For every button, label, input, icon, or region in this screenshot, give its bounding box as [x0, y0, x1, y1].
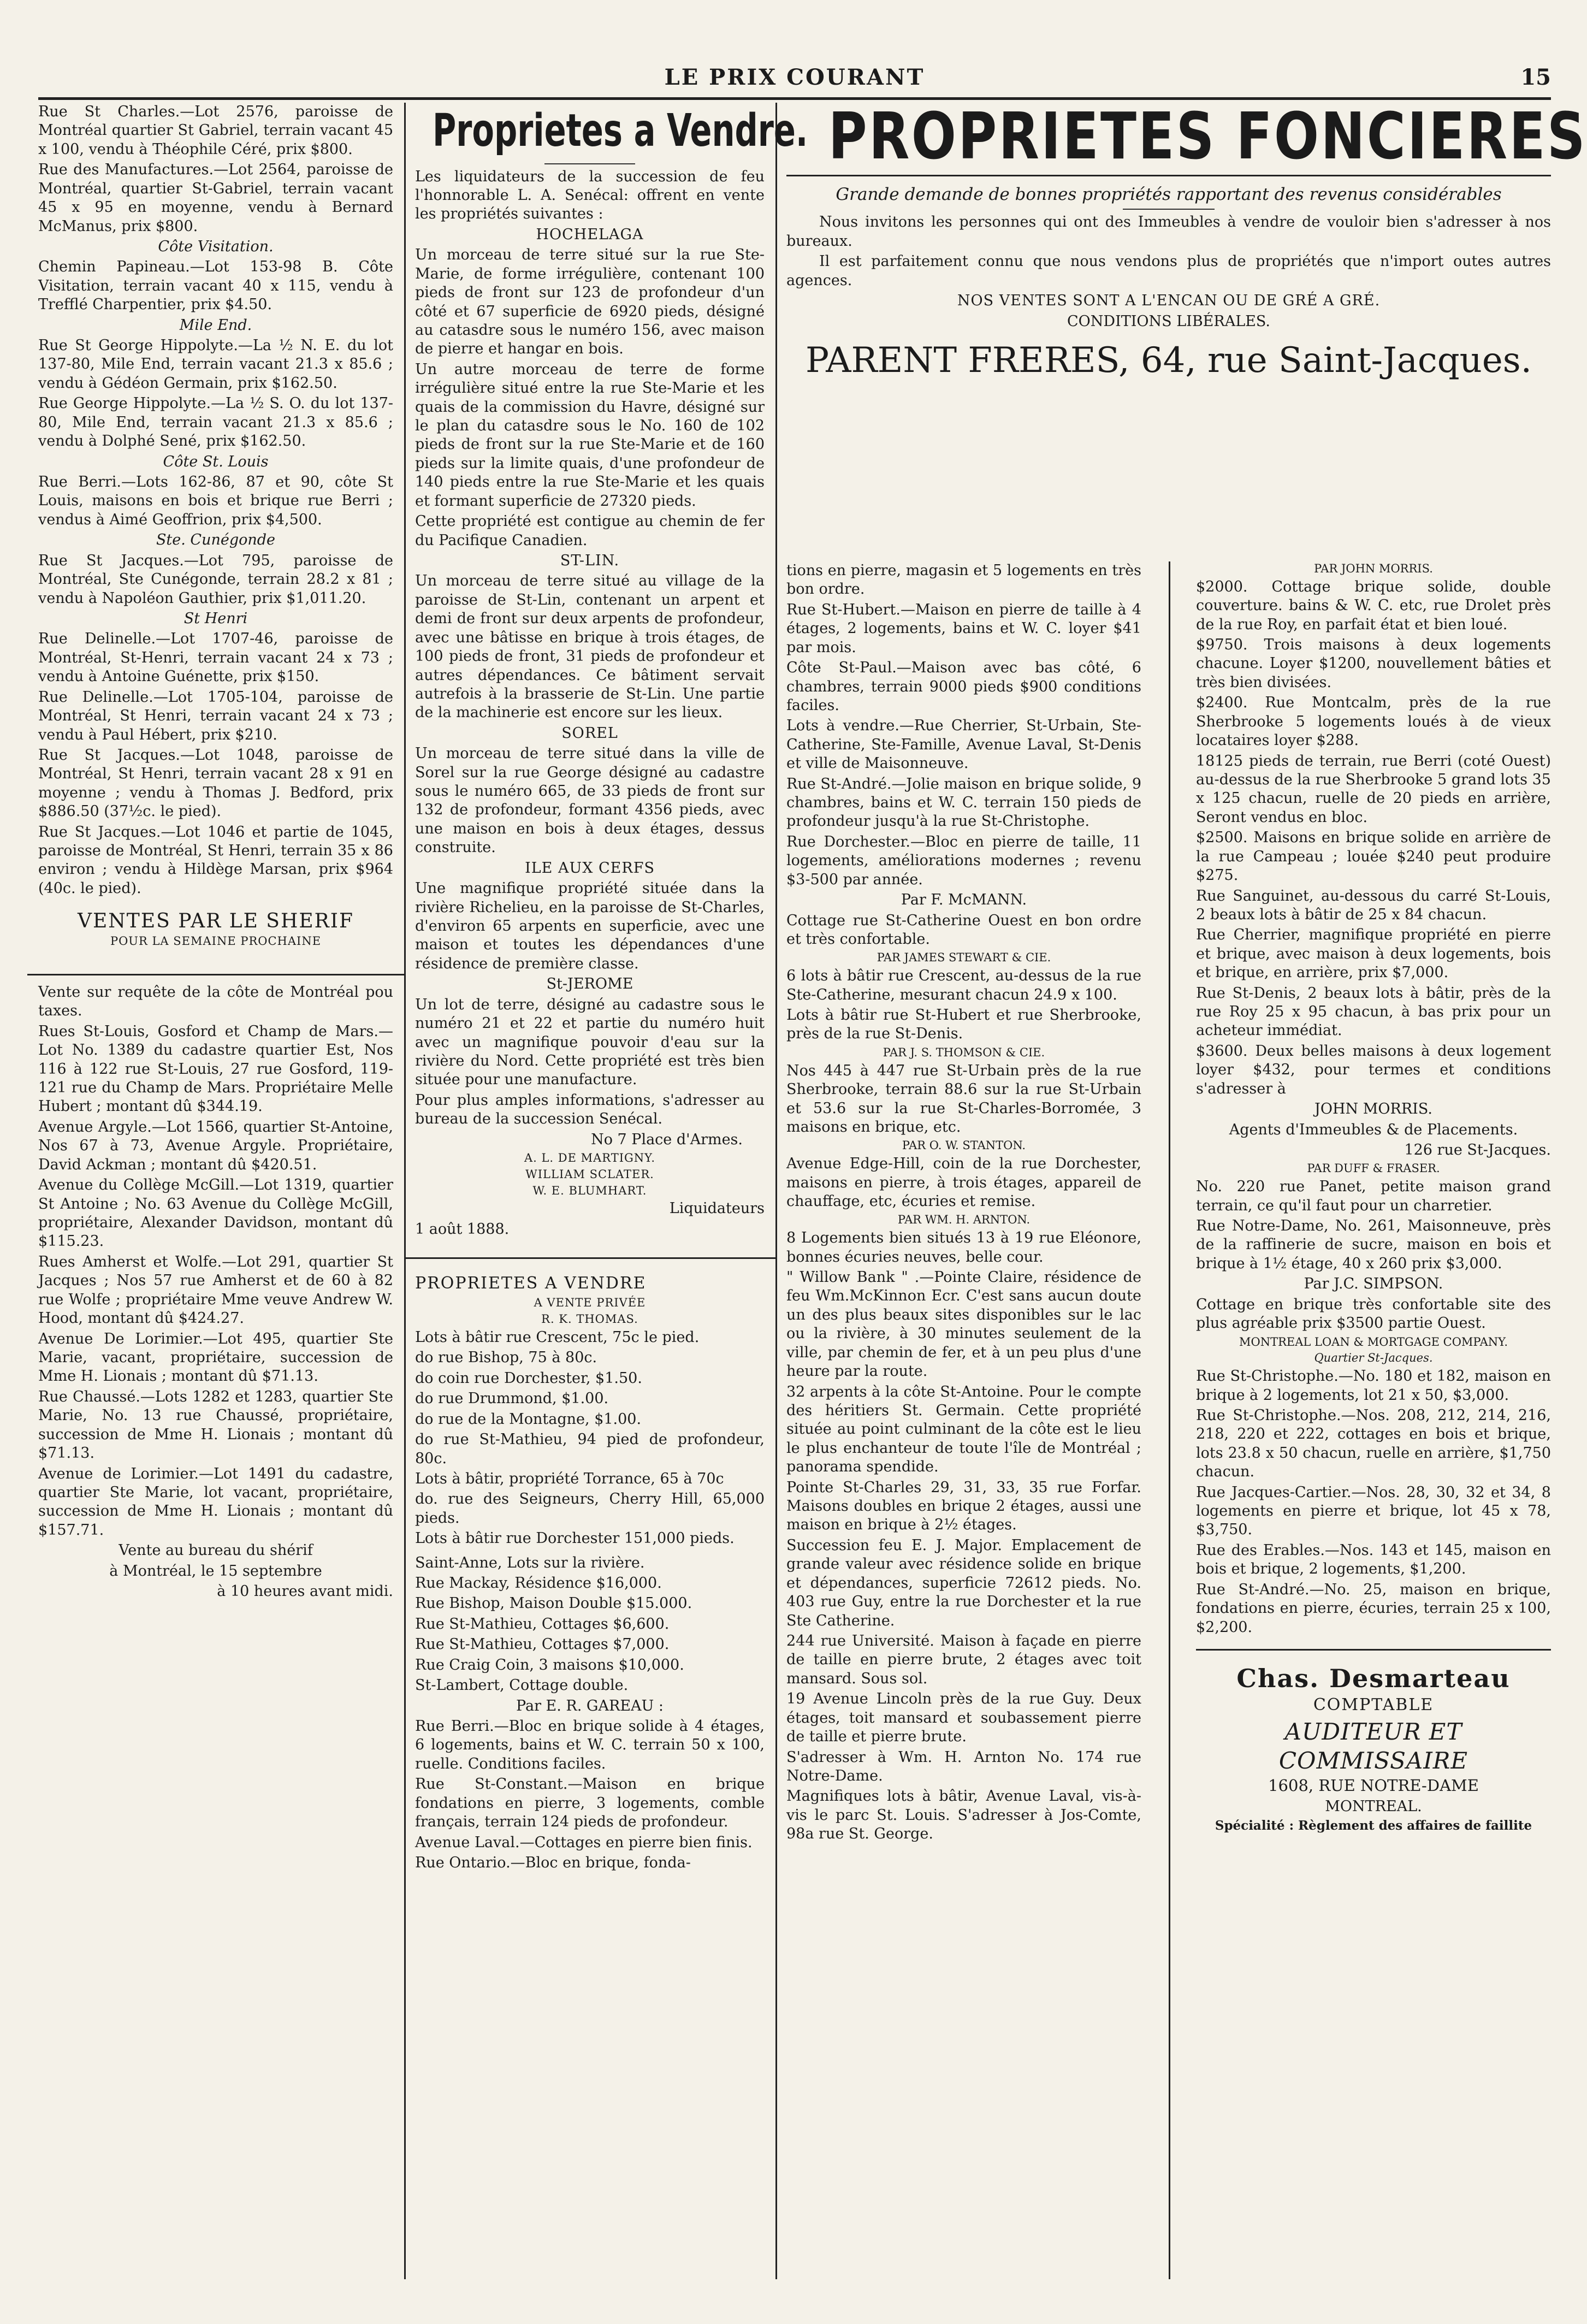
private-sale-subheading: A VENTE PRIVÉE: [534, 1296, 646, 1310]
property-entry: 32 arpents à la côte St-Antoine. Pour le compte des héritiers St. Germain. Cette propriété située au point culminant de la côte est le lieu le plus enchanteur de toute l'île de Montréal ; panorama spendide.: [786, 1383, 1141, 1476]
section-heading-ste-cunegonde: Ste. Cunégonde: [156, 531, 276, 549]
property-entry: Pour plus amples informations, s'adresser au bureau de la succession Senécal.: [415, 1091, 765, 1128]
right-column: [786, 98, 1587, 2279]
property-entry: Un lot de terre, désigné au cadastre sous le numéro 21 et 22 et partie du numéro huit avec un magnifique pouvoir d'eau sur la rivière du Nord. Cette propriété est très bien située pour une manufacture.: [415, 996, 765, 1089]
section-heading-st-henri: St Henri: [183, 610, 248, 627]
property-entry: Rue St-Christophe.—No. 180 et 182, maison en brique à 2 logements, lot 21 x 50, $3,000.: [1196, 1368, 1551, 1404]
property-entry: Rue des Erables.—Nos. 143 et 145, maison en bois et brique, 2 logements, $1,200.: [1196, 1541, 1551, 1578]
notice-date: 1 août 1888.: [415, 1220, 510, 1238]
list-item: Rue Mackay, Résidence $16,000.: [415, 1575, 662, 1592]
section-heading-st-lin: ST-LIN.: [560, 552, 620, 569]
property-entry: Un autre morceau de terre de forme irrégulière situé entre la rue Ste-Marie et les quais de la commission du Havre, désigné sur le plan du catasdre sous le No. 160 de 102 pieds de front sur la rue Ste-Marie et de 160 pieds sur la limite quais, d'une profondeur de 140 pieds entre la rue Ste-Marie et les quais et formant superficie de 27320 pieds.: [415, 360, 765, 510]
property-entry: Un morceau de terre situé au village de la paroisse de St-Lin, contenant un arpent et demi de front sur deux arpents de profondeur, avec une bâtisse en brique à trois étages, de 100 pieds de front, 31 pieds de profondeur et autres dépendances. Ce bâtiment servait autrefois à la brasserie de St-Lin. Une partie de la machinerie est encore sur les lieux.: [415, 572, 765, 722]
page-number: 15: [1520, 64, 1551, 90]
sheriff-entry: Rues St-Louis, Gosford et Champ de Mars.—Lot No. 1389 du cadastre quartier Est, Nos 116 à 122 rue St-Louis, 27 rue Gosford, 119-121 rue du Champ de Mars. Propriétaire Melle Hubert ; montant dû $344.19.: [38, 1022, 393, 1115]
sheriff-closing: Vente au bureau du shérif: [119, 1542, 313, 1559]
liquidators-intro: Les liquidateurs de la succession de feu l'honnorable L. A. Senécal: offrent en vente les propriétés suivantes :: [415, 168, 765, 223]
right-subcolumn-b: [1196, 561, 1551, 1836]
property-entry: Cette propriété est contigue au chemin de fer du Pacifique Canadien.: [415, 513, 765, 549]
property-entry: Rue St-Christophe.—Nos. 208, 212, 214, 216, 218, 220 et 222, cottages en bois et brique, lots 23.8 x 50 chacun, ruelle en arrière, $1,750 chacun.: [1196, 1406, 1551, 1481]
list-item: do. rue des Seigneurs, Cherry Hill, 65,000 pieds.: [415, 1491, 765, 1527]
sale-entry: Rue des Manufactures.—Lot 2564, paroisse de Montréal, quartier St-Gabriel, terrain vacant 45 x 95 en moyenne, vendu à Bernard McManus, prix $800.: [38, 161, 393, 235]
publication-title: LE PRIX COURANT: [664, 64, 925, 90]
signatory-role: Liquidateurs: [669, 1200, 765, 1217]
sale-entry: Rue Delinelle.—Lot 1707-46, paroisse de Montréal, St-Henri, terrain vacant 24 x 73 ; vendu à Antoine Guénette, prix $150.: [38, 630, 393, 685]
sale-entry: Rue St Jacques.—Lot 795, paroisse de Montréal, Ste Cunégonde, terrain 28.2 x 81 ; vendu à Napoléon Gauthier, prix $1,011.20.: [38, 552, 393, 607]
proprietes-foncieres-heading: PROPRIETES FONCIERES: [828, 98, 1587, 174]
list-item: do coin rue Dorchester, $1.50.: [415, 1369, 642, 1387]
property-entry: $9750. Trois maisons à deux logements chacune. Loyer $1200, nouvellement bâties et très bien divisées.: [1196, 636, 1551, 691]
property-entry: Lots à vendre.—Rue Cherrier, St-Urbain, Ste-Catherine, Ste-Famille, Avenue Laval, St-Denis et ville de Maisonneuve.: [786, 717, 1141, 772]
sheriff-closing-time: à 10 heures avant midi.: [217, 1583, 393, 1600]
list-item: Rue St-Mathieu, Cottages $6,600.: [415, 1615, 670, 1633]
section-heading-mile-end: Mile End.: [179, 316, 252, 334]
middle-column: [415, 103, 808, 2279]
sale-entry: Chemin Papineau.—Lot 153-98 B. Côte Visitation, terrain vacant 40 x 115, vendu à Trefflé Charpentier, prix $4.50.: [38, 258, 393, 314]
agent-label: Par F. McMANN.: [901, 891, 1027, 909]
sale-entry: Rue St Jacques.—Lot 1046 et partie de 1045, paroisse de Montréal, St Henri, terrain 35 x 86 environ ; vendu à Hildège Marsan, prix $964 (40c. le pied).: [38, 823, 393, 897]
property-entry: Rue Sanguinet, au-dessous du carré St-Louis, 2 beaux lots à bâtir de 25 x 84 chacun.: [1196, 887, 1551, 923]
property-entry: Côte St-Paul.—Maison avec bas côté, 6 chambres, terrain 9000 pieds $900 conditions faciles.: [786, 659, 1141, 714]
property-entry: Un morceau de terre situé sur la rue Ste-Marie, de forme irrégulière, contenant 100 pieds de front sur 123 de profondeur d'un côté et 67 superficie de 6920 pieds, désigné au catasdre sous le numéro 156, avec maison de pierre et hangar en bois.: [415, 246, 765, 358]
sheriff-entry: Avenue De Lorimier.—Lot 495, quartier Ste Marie, vacant, propriétaire, succession de Mme H. Lionais ; montant dû $71.13.: [38, 1330, 393, 1385]
property-entry: Rue St-Constant.—Maison en brique fondations en pierre, 3 logements, comble français, terrain 124 pieds de profondeur.: [415, 1776, 765, 1831]
property-entry: Rue St-Denis, 2 beaux lots à bâtir, près de la rue Roy 25 x 95 chacun, à bas prix pour un acheteur immédiat.: [1196, 984, 1551, 1039]
advertiser-role: AUDITEUR ET COMMISSAIRE: [1278, 1718, 1468, 1775]
agent-label: PAR O. W. STANTON.: [902, 1139, 1026, 1152]
agent-label: PAR WM. H. ARNTON.: [897, 1213, 1031, 1227]
property-entry: $2000. Cottage brique solide, double couverture. bains & W. C. etc, rue Drolet près de la rue Roy, en parfait état et bien loué.: [1196, 578, 1551, 633]
list-item: Lots à bâtir, propriété Torrance, 65 à 70c: [415, 1470, 724, 1487]
intro-paragraph: Nous invitons les personnes qui ont des Immeubles à vendre de vouloir bien s'adresser à nos bureaux.: [786, 214, 1551, 250]
proprietes-a-vendre-heading-2: PROPRIETES A VENDRE: [415, 1274, 647, 1293]
property-entry: Rue St-André.—No. 25, maison en brique, fondations en pierre, écuries, terrain 25 x 100, $2,200.: [1196, 1581, 1551, 1636]
section-heading-cote-visitation: Côte Visitation.: [158, 238, 274, 255]
advertiser-specialty: Spécialité : Règlement des affaires de faillite: [1215, 1818, 1532, 1834]
sheriff-entry: Rue Chaussé.—Lots 1282 et 1283, quartier Ste Marie, No. 13 rue Chaussé, propriétaire, succession de Mme H. Lionais ; montant dû $71.13.: [38, 1388, 393, 1462]
section-heading-st-jerome: St-JEROME: [546, 975, 633, 993]
section-heading-cote-st-louis: Côte St. Louis: [163, 453, 269, 470]
column-rule-1: [404, 103, 406, 2279]
section-heading-ile-aux-cerfs: ILE AUX CERFS: [525, 859, 655, 877]
property-entry: " Willow Bank " .—Pointe Claire, résidence de feu Wm.McKinnon Ecr. C'est sans aucun doute un des plus beaux sites disponibles sur le lac ou la rivière, à 30 minutes seulement de la ville, par chemin de fer, et à un peu plus d'une heure par la route.: [786, 1268, 1141, 1380]
advertiser-title: COMPTABLE: [1313, 1695, 1434, 1714]
list-item: Saint-Anne, Lots sur la rivière.: [415, 1554, 645, 1571]
list-item: do rue Drummond, $1.00.: [415, 1390, 609, 1408]
sheriff-closing-date: à Montréal, le 15 septembre: [109, 1562, 322, 1580]
property-entry: Rue St-André.—Jolie maison en brique solide, 9 chambres, bains et W. C. terrain 150 pieds de profondeur jusqu'à la rue St-Christophe.: [786, 775, 1141, 830]
property-entry: Rue Jacques-Cartier.—Nos. 28, 30, 32 et 34, 8 logements en pierre et brique, lot 45 x 78, $3,750.: [1196, 1483, 1551, 1539]
sheriff-rule: [27, 974, 404, 975]
property-entry: Rue St-Hubert.—Maison en pierre de taille à 4 étages, 2 logements, bains et W. C. loyer $41 par mois.: [786, 601, 1141, 656]
property-entry: $2400. Rue Montcalm, près de la rue Sherbrooke 5 logements loués à de vieux locataires loyer $288.: [1196, 694, 1551, 749]
sheriff-entry: Avenue de Lorimier.—Lot 1491 du cadastre, quartier Ste Marie, lot vacant, propriétaire, succession de Mme H. Lionais ; montant dû $157.71.: [38, 1465, 393, 1539]
agent-label: R. K. THOMAS.: [541, 1312, 638, 1326]
property-entry: S'adresser à Wm. H. Arnton No. 174 rue Notre-Dame.: [786, 1748, 1141, 1784]
property-entry: Cottage en brique très confortable site des plus agréable prix $3500 partie Ouest.: [1196, 1296, 1551, 1332]
property-entry: Rue Cherrier, magnifique propriété en pierre et brique, avec maison à deux logements, bois et brique, en arrière, prix $7,000.: [1196, 926, 1551, 981]
advertiser-name: Chas. Desmarteau: [1236, 1664, 1511, 1693]
signatory: WILLIAM SCLATER.: [525, 1167, 654, 1181]
list-item: Rue Bishop, Maison Double $15.000.: [415, 1595, 692, 1612]
property-entry: Cottage rue St-Catherine Ouest en bon ordre et très confortable.: [786, 912, 1141, 948]
sheriff-intro: Vente sur requête de la côte de Montréal pou taxes.: [38, 983, 393, 1020]
sales-method-line: NOS VENTES SONT A L'ENCAN OU DE GRÉ A GRÉ.: [957, 292, 1381, 310]
sale-entry: Rue George Hippolyte.—La ½ S. O. du lot 137-80, Mile End, terrain vacant 21.3 x 85.6 ; vendu à Dolphé Sené, prix $162.50.: [38, 395, 393, 450]
advertiser-city: MONTREAL.: [1325, 1797, 1422, 1815]
column-rule-2: [775, 103, 777, 2279]
advert-rule: [1196, 1649, 1551, 1651]
sheriff-entry: Avenue Argyle.—Lot 1566, quartier St-Antoine, Nos 67 à 73, Avenue Argyle. Propriétaire, David Ackman ; montant dû $420.51.: [38, 1118, 393, 1173]
property-entry: Rue Berri.—Bloc en brique solide à 4 étages, 6 logements, bains et W. C. terrain 50 x 100, ruelle. Conditions faciles.: [415, 1718, 765, 1772]
property-entry: 244 rue Université. Maison à façade en pierre de taille en pierre brute, 2 étages avec toit mansard. Sous sol.: [786, 1633, 1141, 1687]
list-item: do rue Bishop, 75 à 80c.: [415, 1349, 597, 1367]
property-entry: Une magnifique propriété située dans la rivière Richelieu, en la paroisse de St-Charles, d'environ 65 arpents en superficie, avec une maison et toutes les dépendances d'une résidence de première classe.: [415, 880, 765, 972]
proprietes-a-vendre-heading: Proprietes a Vendre.: [433, 105, 808, 157]
signatory: W. E. BLUMHART.: [532, 1184, 647, 1197]
sale-entry: Rue St Charles.—Lot 2576, paroisse de Montréal quartier St Gabriel, terrain vacant 45 x 100, vendu à Théophile Céré, prix $800.: [38, 103, 393, 158]
sheriff-title: VENTES PAR LE SHERIF: [78, 910, 354, 933]
agent-signature: JOHN MORRIS.: [1314, 1101, 1432, 1118]
property-entry: Rue Dorchester.—Bloc en pierre de taille, 11 logements, améliorations modernes ; revenu $3-500 par année.: [786, 833, 1141, 888]
property-entry: 6 lots à bâtir rue Crescent, au-dessus de la rue Ste-Catherine, mesurant chacun 24.9 x 100.: [786, 967, 1141, 1003]
property-entry: Magnifiques lots à bâtir, Avenue Laval, vis-à-vis le parc St. Louis. S'adresser à Jos-Comte, 98a rue St. George.: [786, 1788, 1141, 1843]
property-entry: 18125 pieds de terrain, rue Berri (coté Ouest) au-dessus de la rue Sherbrooke 5 grand lots 35 x 125 chacun, ruelle de 20 pieds en arrière, Seront vendus en bloc.: [1196, 752, 1551, 826]
list-item: Rue Craig Coin, 3 maisons $10,000.: [415, 1656, 684, 1673]
heading-rule: [786, 175, 1551, 176]
section-rule: [404, 1257, 775, 1259]
agent-signature-title: Agents d'Immeubles & de Placements.: [1229, 1121, 1518, 1138]
sheriff-entry: Avenue du Collège McGill.—Lot 1319, quartier St Antoine ; No. 63 Avenue du Collège McGill, propriétaire, Alexander Davidson, montant dû $115.23.: [38, 1176, 393, 1250]
tagline: Grande demande de bonnes propriétés rapportant des revenus considérables: [836, 184, 1502, 204]
list-item: do rue St-Mathieu, 94 pied de profondeur, 80c.: [415, 1431, 765, 1467]
section-heading-hochelaga: HOCHELAGA: [536, 226, 644, 243]
parent-freres-line: PARENT FRERES, 64, rue Saint-Jacques.: [806, 340, 1532, 381]
agent-label: MONTREAL LOAN & MORTGAGE COMPANY.: [1239, 1335, 1508, 1349]
agent-label: PAR J. S. THOMSON & CIE.: [883, 1045, 1045, 1059]
agent-signature-address: 126 rue St-Jacques.: [1404, 1142, 1551, 1158]
sheriff-entry: Rues Amherst et Wolfe.—Lot 291, quartier St Jacques ; Nos 57 rue Amherst et de 60 à 82 rue Wolfe ; propriétaire Mme veuve Andrew W. Hood, montant dû $424.27.: [38, 1253, 393, 1327]
section-heading-sorel: SOREL: [561, 724, 618, 742]
agent-sublabel: Quartier St-Jacques.: [1314, 1351, 1433, 1365]
signatory: A. L. DE MARTIGNY.: [524, 1151, 656, 1165]
column-rule-3: [1169, 561, 1170, 2279]
list-item: St-Lambert, Cottage double.: [415, 1677, 629, 1694]
gareau-label: Par E. R. GAREAU :: [516, 1697, 664, 1714]
property-entry: Lots à bâtir rue St-Hubert et rue Sherbrooke, près de la rue St-Denis.: [786, 1007, 1141, 1043]
sale-entry: Rue Delinelle.—Lot 1705-104, paroisse de Montréal, St Henri, terrain vacant 24 x 73 ; vendu à Paul Hébert, prix $210.: [38, 688, 393, 743]
property-entry: Nos 445 à 447 rue St-Urbain près de la rue Sherbrooke, terrain 88.6 sur la rue St-Urbain et 53.6 sur la rue St-Charles-Borromée, 3 maisons en brique, etc.: [786, 1062, 1141, 1136]
property-entry: $3600. Deux belles maisons à deux logement loyer $432, pour termes et conditions s'adresser à: [1196, 1042, 1551, 1097]
page-header: [38, 64, 1551, 97]
property-entry: Rue Ontario.—Bloc en brique, fonda-: [415, 1854, 691, 1871]
left-column: [38, 103, 393, 2279]
property-entry: Pointe St-Charles 29, 31, 33, 35 rue Forfar. Maisons doubles en brique 2 étages, aussi une maison en brique à 2½ étages.: [786, 1479, 1141, 1534]
misc-list: [415, 1554, 765, 1695]
property-entry: 19 Avenue Lincoln près de la rue Guy. Deux étages, toit mansard et soubassement pierre de taille et pierre brute.: [786, 1690, 1141, 1746]
property-entry: Avenue Laval.—Cottages en pierre bien finis.: [415, 1834, 753, 1851]
agent-label: Par J.C. SIMPSON.: [1304, 1275, 1443, 1293]
sale-entry: Rue St George Hippolyte.—La ½ N. E. du lot 137-80, Mile End, terrain vacant 21.3 x 85.6 ; vendu à Gédéon Germain, prix $162.50.: [38, 337, 393, 392]
list-item: Lots à bâtir rue Crescent, 75c le pied.: [415, 1328, 700, 1346]
conditions-line: CONDITIONS LIBÉRALES.: [1067, 312, 1270, 330]
liquidators-address: No 7 Place d'Armes.: [591, 1131, 743, 1148]
sale-entry: Rue St Jacques.—Lot 1048, paroisse de Montréal, St Henri, terrain vacant 28 x 91 en moyenne ; vendu à Thomas J. Bedford, prix $886.50 (37½c. le pied).: [38, 746, 393, 820]
desmarteau-advert: [1196, 1663, 1551, 1834]
intro-paragraph: Il est parfaitement connu que nous vendons plus de propriétés que n'import outes autres agences.: [786, 253, 1551, 289]
property-entry: Avenue Edge-Hill, coin de la rue Dorchester, maisons en pierre, à trois étages, appareil de chauffage, etc, écuries et remise.: [786, 1155, 1141, 1210]
advertiser-address: 1608, RUE NOTRE-DAME: [1268, 1776, 1479, 1795]
agent-label: PAR JOHN MORRIS.: [1314, 562, 1433, 575]
property-entry: 8 Logements bien situés 13 à 19 rue Eléonore, bonnes écuries neuves, belle cour.: [786, 1229, 1141, 1266]
agent-label: PAR JAMES STEWART & CIE.: [877, 951, 1051, 965]
divider: [544, 163, 635, 164]
divider: [1123, 209, 1215, 210]
property-entry: Un morceau de terre situé dans la ville de Sorel sur la rue George désigné au cadastre sous le numéro 665, de 33 pieds de front sur 132 de profondeur, formant 4356 pieds, avec une maison en bois à deux étages, dessus construite.: [415, 745, 765, 856]
property-entry: tions en pierre, magasin et 5 logements en très bon ordre.: [786, 562, 1141, 598]
sheriff-subtitle: POUR LA SEMAINE PROCHAINE: [110, 935, 322, 948]
list-item: Rue St-Mathieu, Cottages $7,000.: [415, 1636, 670, 1653]
sale-entry: Rue Berri.—Lots 162-86, 87 et 90, côte St Louis, maisons en bois et brique rue Berri ; vendus à Aimé Geoffrion, prix $4,500.: [38, 474, 393, 528]
list-item: Lots à bâtir rue Dorchester 151,000 pieds.: [415, 1530, 735, 1547]
right-subcolumn-a: [786, 561, 1141, 1846]
lots-list: [415, 1328, 765, 1548]
list-item: do rue de la Montagne, $1.00.: [415, 1410, 642, 1428]
agent-label: PAR DUFF & FRASER.: [1307, 1162, 1440, 1175]
property-entry: $2500. Maisons en brique solide en arrière de la rue Campeau ; louée $240 peut produire $275.: [1196, 829, 1551, 884]
property-entry: Succession feu E. J. Major. Emplacement de grande valeur avec résidence solide en brique et dépendances, superficie 72612 pieds. No. 403 rue Guy, entre la rue Dorchester et la rue Ste Catherine.: [786, 1536, 1141, 1629]
property-entry: No. 220 rue Panet, petite maison grand terrain, ce qu'il faut pour un charretier.: [1196, 1178, 1551, 1214]
property-entry: Rue Notre-Dame, No. 261, Maisonneuve, près de la raffinerie de sucre, maison en bois et brique à 1½ étage, 40 x 260 prix $3,000.: [1196, 1217, 1551, 1272]
left-top-list: [38, 103, 393, 236]
